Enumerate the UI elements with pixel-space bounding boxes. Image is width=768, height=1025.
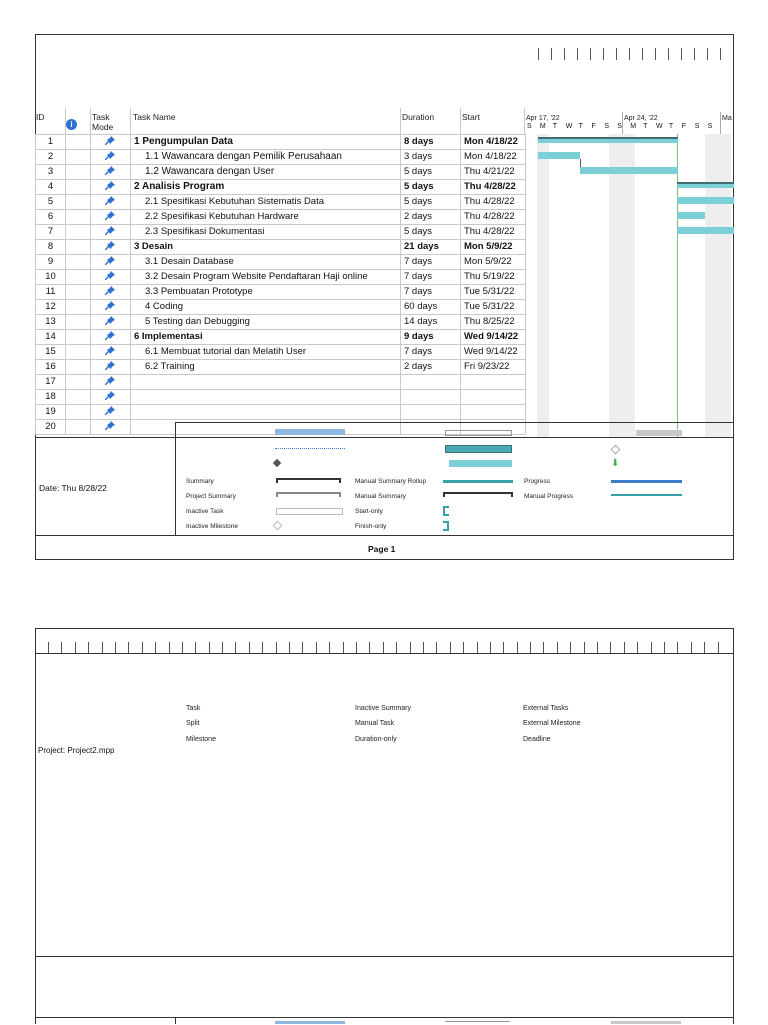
legend-start-only-label: Start-only bbox=[355, 508, 383, 515]
table-row[interactable] bbox=[36, 165, 526, 180]
tick-mark bbox=[720, 48, 721, 60]
task-start[interactable]: Fri 9/23/22 bbox=[461, 360, 526, 375]
info-cell bbox=[66, 315, 91, 330]
task-bar bbox=[677, 212, 705, 219]
table-row[interactable] bbox=[36, 255, 526, 270]
task-name[interactable]: 6 Implementasi bbox=[131, 330, 401, 345]
task-name[interactable]: 4 Coding bbox=[131, 300, 401, 315]
task-start[interactable] bbox=[461, 405, 526, 420]
task-mode-icon[interactable] bbox=[91, 375, 131, 390]
task-mode-icon[interactable] bbox=[91, 330, 131, 345]
legend-manual-progress-swatch bbox=[611, 494, 682, 496]
task-duration[interactable] bbox=[401, 375, 461, 390]
timescale-day: S bbox=[527, 123, 532, 130]
task-duration[interactable]: 5 days bbox=[401, 195, 461, 210]
table-row[interactable] bbox=[36, 180, 526, 195]
task-name[interactable]: 3.3 Pembuatan Prototype bbox=[131, 285, 401, 300]
task-id: 8 bbox=[36, 240, 66, 255]
header-divider bbox=[400, 108, 401, 134]
info-cell bbox=[66, 390, 91, 405]
task-id: 9 bbox=[36, 255, 66, 270]
info-cell bbox=[66, 300, 91, 315]
table-row[interactable] bbox=[36, 405, 526, 420]
timescale-week-2: Apr 24, '22 bbox=[624, 115, 658, 122]
task-start[interactable]: Thu 4/28/22 bbox=[461, 225, 526, 240]
legend-inactive-task-swatch bbox=[276, 508, 343, 515]
timescale-day: W bbox=[656, 123, 663, 130]
task-name[interactable] bbox=[131, 405, 401, 420]
legend-milestone-label: Milestone bbox=[186, 736, 216, 743]
task-start[interactable] bbox=[461, 375, 526, 390]
header-divider bbox=[460, 108, 461, 134]
task-mode-icon[interactable] bbox=[91, 315, 131, 330]
summary-bar-outline bbox=[677, 182, 734, 184]
page-2-divider bbox=[35, 956, 734, 957]
legend-manual-summary-label: Manual Summary bbox=[355, 493, 406, 500]
task-id: 20 bbox=[36, 420, 66, 435]
task-name[interactable]: 6.2 Training bbox=[131, 360, 401, 375]
status-date-line bbox=[677, 134, 678, 437]
footer-divider bbox=[175, 422, 176, 536]
task-bar bbox=[580, 167, 678, 174]
legend-finish-only-label: Finish-only bbox=[355, 523, 387, 530]
task-id: 18 bbox=[36, 390, 66, 405]
tick-mark bbox=[668, 48, 669, 60]
legend-deadline-label: Deadline bbox=[523, 736, 551, 743]
task-duration[interactable]: 2 days bbox=[401, 210, 461, 225]
date-label: Date: Thu 8/28/22 bbox=[39, 483, 107, 493]
task-id: 17 bbox=[36, 375, 66, 390]
task-name[interactable]: 5 Testing dan Debugging bbox=[131, 315, 401, 330]
timescale-day: S bbox=[694, 123, 700, 130]
table-row[interactable] bbox=[36, 285, 526, 300]
dependency-arrow bbox=[580, 159, 581, 167]
table-row[interactable] bbox=[36, 210, 526, 225]
column-header-id: ID bbox=[36, 112, 45, 122]
task-mode-icon[interactable] bbox=[91, 210, 131, 225]
legend-duration-only-swatch bbox=[449, 460, 512, 467]
column-header-task-mode: Task Mode bbox=[92, 112, 114, 132]
task-mode-icon[interactable] bbox=[91, 135, 131, 150]
page-number: Page 1 bbox=[368, 544, 396, 554]
legend-inactive-summary-label: Inactive Summary bbox=[355, 705, 412, 712]
task-name[interactable]: 3.1 Desain Database bbox=[131, 255, 401, 270]
tick-mark bbox=[590, 48, 591, 60]
task-name[interactable]: 1.1 Wawancara dengan Pemilik Perusahaan bbox=[131, 150, 401, 165]
tick-mark bbox=[577, 48, 578, 60]
task-id: 2 bbox=[36, 150, 66, 165]
legend-inactive-task-label: Inactive Task bbox=[186, 508, 224, 515]
project-label: Project: Project2.mpp bbox=[38, 746, 115, 755]
task-duration[interactable]: 5 days bbox=[401, 225, 461, 240]
legend-manual-summary-rollup-swatch bbox=[443, 480, 513, 483]
table-row[interactable] bbox=[36, 345, 526, 360]
footer-divider bbox=[35, 535, 734, 536]
task-id: 6 bbox=[36, 210, 66, 225]
task-name[interactable] bbox=[131, 390, 401, 405]
task-start[interactable]: Thu 8/25/22 bbox=[461, 315, 526, 330]
task-mode-icon[interactable] bbox=[91, 165, 131, 180]
header-divider bbox=[524, 108, 525, 134]
weekend-shade bbox=[609, 134, 635, 437]
info-cell bbox=[66, 180, 91, 195]
task-start[interactable]: Mon 5/9/22 bbox=[461, 255, 526, 270]
footer-divider bbox=[35, 437, 734, 438]
task-table bbox=[35, 134, 526, 435]
legend-split-swatch bbox=[275, 448, 345, 451]
timescale-day: F bbox=[591, 123, 596, 130]
legend-inactive-milestone-label: Inactive Milestone bbox=[186, 523, 239, 530]
table-row[interactable] bbox=[36, 315, 526, 330]
info-cell bbox=[66, 405, 91, 420]
task-name[interactable]: 6.1 Membuat tutorial dan Melatih User bbox=[131, 345, 401, 360]
task-start[interactable]: Mon 4/18/22 bbox=[461, 135, 526, 150]
legend-project-summary-swatch bbox=[276, 492, 341, 497]
task-id: 7 bbox=[36, 225, 66, 240]
header-divider bbox=[90, 108, 91, 134]
info-cell bbox=[66, 285, 91, 300]
task-id: 4 bbox=[36, 180, 66, 195]
legend-external-tasks-swatch bbox=[636, 430, 682, 436]
task-mode-icon[interactable] bbox=[91, 150, 131, 165]
timescale-day: M bbox=[630, 123, 637, 130]
task-mode-icon[interactable] bbox=[91, 405, 131, 420]
legend-task-swatch bbox=[275, 429, 345, 435]
task-duration[interactable] bbox=[401, 405, 461, 420]
table-row[interactable] bbox=[36, 240, 526, 255]
tick-mark bbox=[551, 48, 552, 60]
table-row[interactable] bbox=[36, 330, 526, 345]
summary-bar-outline bbox=[538, 137, 678, 139]
timescale-day: S bbox=[707, 123, 713, 130]
timescale-days bbox=[526, 123, 734, 133]
timescale-week-3: Ma bbox=[722, 115, 732, 122]
legend-finish-only-swatch bbox=[443, 521, 449, 531]
task-start[interactable]: Tue 5/31/22 bbox=[461, 285, 526, 300]
task-duration[interactable]: 21 days bbox=[401, 240, 461, 255]
task-id: 3 bbox=[36, 165, 66, 180]
task-start[interactable] bbox=[461, 390, 526, 405]
info-cell bbox=[66, 225, 91, 240]
timescale-day: T bbox=[643, 123, 648, 130]
task-start[interactable]: Thu 4/28/22 bbox=[461, 195, 526, 210]
header-divider bbox=[130, 108, 131, 134]
task-start[interactable]: Thu 5/19/22 bbox=[461, 270, 526, 285]
task-duration[interactable]: 3 days bbox=[401, 150, 461, 165]
task-start[interactable]: Mon 4/18/22 bbox=[461, 150, 526, 165]
task-start[interactable]: Thu 4/28/22 bbox=[461, 180, 526, 195]
task-bar bbox=[677, 227, 734, 234]
task-duration[interactable]: 8 days bbox=[401, 135, 461, 150]
info-cell bbox=[66, 330, 91, 345]
task-bar bbox=[538, 152, 580, 159]
table-row[interactable] bbox=[36, 360, 526, 375]
legend-progress-swatch bbox=[611, 480, 682, 483]
task-id: 12 bbox=[36, 300, 66, 315]
table-row[interactable] bbox=[36, 225, 526, 240]
task-mode-icon[interactable] bbox=[91, 360, 131, 375]
legend-summary-swatch bbox=[276, 478, 341, 483]
legend-manual-summary-swatch bbox=[443, 492, 513, 497]
task-mode-icon[interactable] bbox=[91, 180, 131, 195]
task-name[interactable] bbox=[131, 375, 401, 390]
legend-split-label: Split bbox=[186, 720, 200, 727]
task-duration[interactable]: 7 days bbox=[401, 255, 461, 270]
tick-mark bbox=[681, 48, 682, 60]
tick-mark bbox=[616, 48, 617, 60]
info-cell bbox=[66, 345, 91, 360]
legend-task-label: Task bbox=[186, 705, 201, 712]
tick-mark bbox=[655, 48, 656, 60]
task-mode-icon[interactable] bbox=[91, 345, 131, 360]
task-duration[interactable]: 7 days bbox=[401, 345, 461, 360]
task-id: 14 bbox=[36, 330, 66, 345]
table-row[interactable] bbox=[36, 195, 526, 210]
task-mode-icon[interactable] bbox=[91, 255, 131, 270]
info-icon: i bbox=[66, 119, 77, 130]
legend-manual-progress-label: Manual Progress bbox=[524, 493, 574, 500]
tick-mark bbox=[694, 48, 695, 60]
footer-divider bbox=[175, 422, 733, 423]
legend-start-only-swatch bbox=[443, 506, 449, 516]
task-start[interactable]: Wed 9/14/22 bbox=[461, 330, 526, 345]
legend-manual-summary-rollup-label: Manual Summary Rollup bbox=[355, 478, 427, 485]
task-id: 13 bbox=[36, 315, 66, 330]
task-mode-icon[interactable] bbox=[91, 195, 131, 210]
task-bar bbox=[677, 197, 734, 204]
weekend-shade bbox=[537, 134, 549, 437]
timescale-day: T bbox=[552, 123, 558, 130]
task-mode-icon[interactable] bbox=[91, 300, 131, 315]
page-2-divider bbox=[175, 1017, 176, 1024]
page-2-frame bbox=[35, 628, 734, 1024]
info-cell bbox=[66, 360, 91, 375]
task-duration[interactable]: 2 days bbox=[401, 360, 461, 375]
task-duration[interactable]: 5 days bbox=[401, 165, 461, 180]
task-duration[interactable] bbox=[401, 390, 461, 405]
timescale-day: S bbox=[617, 123, 622, 130]
legend-inactive-summary-swatch bbox=[445, 1021, 510, 1025]
task-duration[interactable]: 7 days bbox=[401, 270, 461, 285]
task-mode-icon[interactable] bbox=[91, 270, 131, 285]
info-cell bbox=[66, 270, 91, 285]
table-row[interactable] bbox=[36, 300, 526, 315]
timescale-day: T bbox=[668, 123, 674, 130]
info-cell bbox=[66, 240, 91, 255]
table-row[interactable] bbox=[36, 390, 526, 405]
info-cell bbox=[66, 150, 91, 165]
task-mode-icon[interactable] bbox=[91, 390, 131, 405]
table-row[interactable] bbox=[36, 375, 526, 390]
page-2-divider bbox=[35, 1017, 734, 1018]
column-header-duration: Duration bbox=[402, 112, 435, 122]
column-header-task-name: Task Name bbox=[133, 112, 176, 122]
task-name[interactable]: 1.2 Wawancara dengan User bbox=[131, 165, 401, 180]
task-id: 15 bbox=[36, 345, 66, 360]
timescale-day: W bbox=[565, 123, 573, 130]
timescale-day: T bbox=[578, 123, 583, 130]
task-mode-icon[interactable] bbox=[91, 225, 131, 240]
header-divider bbox=[65, 108, 66, 134]
task-id: 11 bbox=[36, 285, 66, 300]
info-cell bbox=[66, 165, 91, 180]
task-mode-icon[interactable] bbox=[91, 420, 131, 435]
task-mode-icon[interactable] bbox=[91, 240, 131, 255]
task-name[interactable]: 2.2 Spesifikasi Kebutuhan Hardware bbox=[131, 210, 401, 225]
timescale-day: S bbox=[604, 123, 610, 130]
task-name[interactable]: 1 Pengumpulan Data bbox=[131, 135, 401, 150]
legend-deadline-icon: ⬇ bbox=[611, 458, 620, 469]
legend-project-summary-label: Project Summary bbox=[186, 493, 236, 500]
task-duration[interactable]: 5 days bbox=[401, 180, 461, 195]
tick-mark bbox=[564, 48, 565, 60]
task-start[interactable]: Wed 9/14/22 bbox=[461, 345, 526, 360]
tick-mark bbox=[629, 48, 630, 60]
tick-mark bbox=[603, 48, 604, 60]
task-mode-icon[interactable] bbox=[91, 285, 131, 300]
task-duration[interactable]: 60 days bbox=[401, 300, 461, 315]
weekend-shade bbox=[705, 134, 731, 437]
legend-external-tasks-label: External Tasks bbox=[523, 705, 569, 712]
task-name[interactable]: 2.3 Spesifikasi Dokumentasi bbox=[131, 225, 401, 240]
info-cell bbox=[66, 420, 91, 435]
legend-external-milestone-label: External Milestone bbox=[523, 720, 581, 727]
column-header-start: Start bbox=[462, 112, 480, 122]
task-name[interactable]: 2 Analisis Program bbox=[131, 180, 401, 195]
gantt-chart-area bbox=[525, 134, 734, 437]
task-id: 1 bbox=[36, 135, 66, 150]
table-row[interactable] bbox=[36, 270, 526, 285]
task-name[interactable]: 3 Desain bbox=[131, 240, 401, 255]
task-id: 19 bbox=[36, 405, 66, 420]
info-cell bbox=[66, 375, 91, 390]
task-id: 5 bbox=[36, 195, 66, 210]
task-duration[interactable]: 14 days bbox=[401, 315, 461, 330]
tick-mark bbox=[538, 48, 539, 60]
task-duration[interactable]: 9 days bbox=[401, 330, 461, 345]
task-id: 10 bbox=[36, 270, 66, 285]
task-name[interactable]: 2.1 Spesifikasi Kebutuhan Sistematis Data bbox=[131, 195, 401, 210]
timescale-day: F bbox=[681, 123, 687, 130]
task-name[interactable]: 3.2 Desain Program Website Pendaftaran Haji online bbox=[131, 270, 401, 285]
task-start[interactable]: Thu 4/28/22 bbox=[461, 210, 526, 225]
timescale-ticks bbox=[538, 48, 733, 60]
info-cell bbox=[66, 195, 91, 210]
info-cell bbox=[66, 210, 91, 225]
task-start[interactable]: Thu 4/21/22 bbox=[461, 165, 526, 180]
tick-mark bbox=[707, 48, 708, 60]
task-id: 16 bbox=[36, 360, 66, 375]
table-row[interactable] bbox=[36, 135, 526, 150]
legend-progress-label: Progress bbox=[524, 478, 551, 485]
legend-manual-task-label: Manual Task bbox=[355, 720, 395, 727]
timescale-week-1: Apr 17, '22 bbox=[526, 115, 560, 122]
table-row[interactable] bbox=[36, 150, 526, 165]
tick-mark bbox=[642, 48, 643, 60]
legend-manual-task-swatch bbox=[445, 445, 512, 453]
legend-summary-label: Summary bbox=[186, 478, 214, 485]
timescale-day: M bbox=[539, 123, 546, 130]
legend-inactive-summary-swatch bbox=[445, 430, 512, 436]
info-cell bbox=[66, 255, 91, 270]
page-2-divider bbox=[35, 653, 734, 654]
info-cell bbox=[66, 135, 91, 150]
task-duration[interactable]: 7 days bbox=[401, 285, 461, 300]
task-start[interactable]: Tue 5/31/22 bbox=[461, 300, 526, 315]
legend-duration-only-label: Duration-only bbox=[355, 736, 397, 743]
task-start[interactable]: Mon 5/9/22 bbox=[461, 240, 526, 255]
